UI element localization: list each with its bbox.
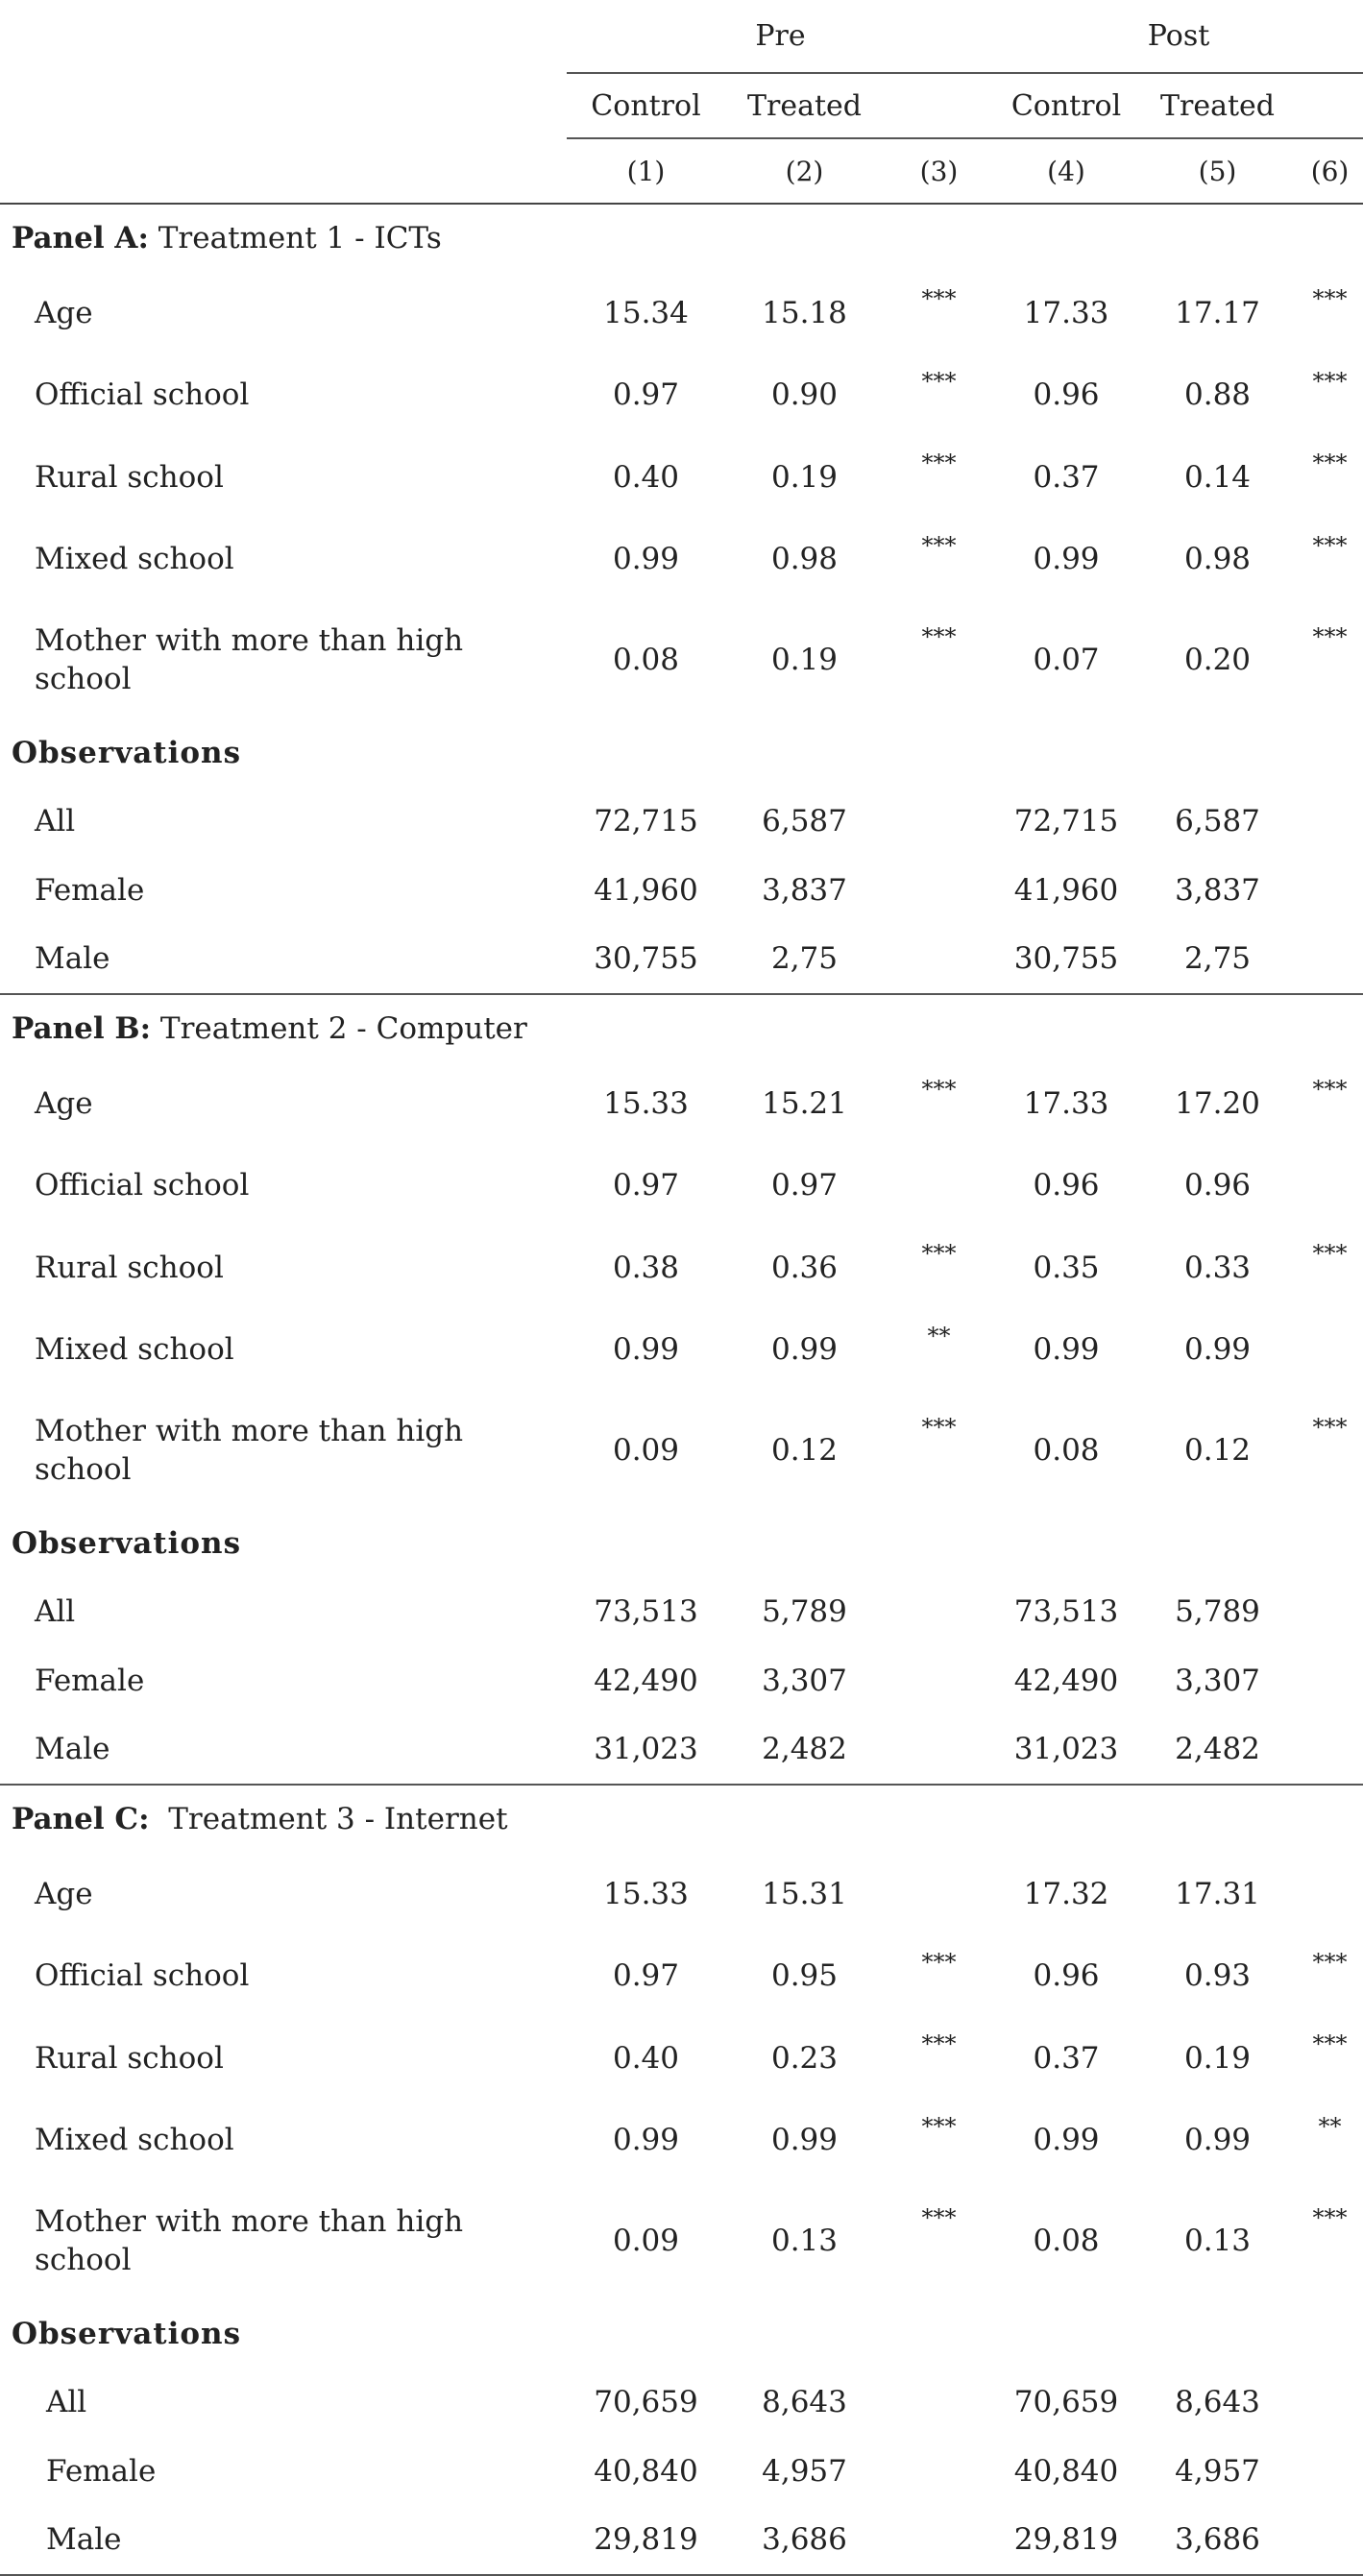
observation-label: Female (35, 872, 145, 908)
cell-pre-treated: 0.12 (770, 1432, 839, 1468)
cell-pre-control: 15.33 (603, 1085, 689, 1121)
row-label: Mother with more than high school (35, 2203, 464, 2277)
obs-post-control: 31,023 (1013, 1732, 1119, 1767)
row-label: Official school (35, 377, 250, 413)
cell-pre-control: 15.33 (603, 1876, 689, 1911)
panel-name: Treatment 2 - Computer (151, 1011, 527, 1046)
row-label: Mother with more than high school (35, 1413, 464, 1487)
observations-heading: Observations (12, 735, 242, 770)
obs-post-control: 70,659 (1013, 2385, 1119, 2420)
obs-post-treated: 6,587 (1175, 804, 1260, 839)
cell-post-treated: 0.12 (1184, 1432, 1252, 1468)
obs-post-control: 40,840 (1013, 2453, 1119, 2489)
cell-pre-significance: *** (921, 450, 957, 476)
observation-row (0, 1715, 1363, 1786)
header-row-group (0, 73, 1363, 138)
cell-pre-treated: 15.31 (762, 1876, 847, 1911)
panel-title (0, 994, 1363, 1062)
observation-row (0, 1646, 1363, 1715)
row-label: Rural school (35, 459, 224, 495)
obs-post-treated: 4,957 (1175, 2453, 1260, 2489)
obs-post-control: 30,755 (1013, 941, 1119, 977)
obs-pre-control: 72,715 (594, 804, 698, 839)
obs-post-control: 29,819 (994, 2506, 1138, 2576)
table-row (0, 2181, 1363, 2299)
cell-post-control: 0.08 (1033, 1432, 1100, 1468)
cell-post-significance: ** (1318, 2112, 1342, 2140)
observations-heading-row (0, 2299, 1363, 2369)
table-row (0, 1853, 1363, 1935)
cell-pre-treated: 0.19 (770, 459, 839, 495)
observation-label: Male (0, 2506, 567, 2576)
cell-post-treated: 0.13 (1184, 2223, 1252, 2258)
header-pre: Pre (567, 0, 994, 73)
panel-prefix: Panel B: (12, 1011, 152, 1046)
header-treated-post: Treated (1138, 73, 1297, 138)
observation-row (0, 788, 1363, 857)
col-number-4: (4) (994, 138, 1138, 204)
cell-pre-control: 0.97 (612, 1958, 680, 1994)
obs-pre-treated: 8,643 (762, 2385, 847, 2420)
table-row (0, 272, 1363, 354)
cell-post-control: 0.07 (1033, 642, 1100, 677)
col-number-3: (3) (884, 138, 994, 204)
obs-pre-treated: 5,789 (762, 1594, 847, 1630)
header-control-post: Control (994, 73, 1138, 138)
cell-pre-significance: *** (921, 623, 957, 650)
table-row (0, 2017, 1363, 2100)
observation-label: Female (46, 2453, 157, 2489)
obs-pre-treated: 3,307 (762, 1663, 847, 1698)
observation-row (0, 856, 1363, 925)
obs-pre-control: 29,819 (567, 2506, 725, 2576)
cell-pre-significance: *** (921, 531, 957, 559)
cell-pre-significance: *** (921, 1076, 957, 1103)
cell-pre-control: 0.97 (612, 377, 680, 413)
cell-pre-control: 0.99 (612, 2123, 680, 2158)
table-row (0, 1062, 1363, 1145)
table-row (0, 354, 1363, 437)
col-number-2: (2) (725, 138, 884, 204)
cell-post-control: 0.96 (1033, 1168, 1100, 1203)
obs-pre-treated: 3,837 (762, 872, 847, 908)
cell-pre-significance (884, 1853, 994, 1935)
header-row-period (0, 0, 1363, 73)
cell-post-significance: *** (1312, 1414, 1348, 1441)
cell-pre-significance (884, 1145, 994, 1227)
cell-pre-treated: 0.19 (770, 642, 839, 677)
cell-pre-treated: 0.36 (770, 1250, 839, 1285)
observations-heading-row (0, 1509, 1363, 1578)
panel-title-row (0, 994, 1363, 1062)
obs-pre-control: 73,513 (594, 1594, 698, 1630)
observation-row (0, 2369, 1363, 2438)
cell-post-significance: *** (1312, 450, 1348, 476)
panel-name: Treatment 1 - ICTs (148, 221, 442, 255)
obs-post-treated: 2,75 (1184, 941, 1252, 977)
obs-pre-treated: 6,587 (762, 804, 847, 839)
obs-post-control: 73,513 (1013, 1594, 1119, 1630)
cell-pre-significance: *** (921, 367, 957, 395)
header-post: Post (994, 0, 1363, 73)
row-label: Rural school (35, 2040, 224, 2076)
cell-post-control: 0.99 (1033, 1332, 1100, 1368)
obs-pre-treated: 4,957 (762, 2453, 847, 2489)
obs-pre-control: 42,490 (594, 1663, 698, 1698)
observation-label: Male (35, 941, 110, 977)
table-row (0, 1935, 1363, 2018)
observation-label: Female (35, 1663, 145, 1698)
cell-post-control: 17.33 (1023, 1085, 1109, 1121)
obs-post-treated: 8,643 (1175, 2385, 1260, 2420)
cell-pre-control: 0.40 (612, 459, 680, 495)
observation-row (0, 925, 1363, 995)
row-label: Official school (35, 1958, 250, 1994)
cell-post-treated: 0.88 (1184, 377, 1252, 413)
col-number-1: (1) (567, 138, 725, 204)
row-label: Age (35, 1876, 93, 1911)
table-row (0, 1391, 1363, 1509)
cell-pre-treated: 0.90 (770, 377, 839, 413)
row-label: Age (35, 1085, 93, 1121)
table-row (0, 436, 1363, 519)
obs-post-treated: 3,686 (1138, 2506, 1297, 2576)
header-treated-pre: Treated (725, 73, 884, 138)
observation-row (0, 2437, 1363, 2506)
table-row (0, 519, 1363, 601)
panel-title (0, 204, 1363, 272)
cell-pre-treated: 0.95 (770, 1958, 839, 1994)
cell-post-treated: 17.17 (1175, 295, 1260, 330)
obs-post-treated: 3,837 (1175, 872, 1260, 908)
header-row-numbers (0, 138, 1363, 204)
row-label: Official school (35, 1168, 250, 1203)
obs-pre-control: 31,023 (594, 1732, 698, 1767)
cell-post-control: 0.96 (1033, 1958, 1100, 1994)
obs-post-treated: 2,482 (1175, 1732, 1260, 1767)
cell-post-control: 0.35 (1033, 1250, 1100, 1285)
cell-post-treated: 0.99 (1184, 1332, 1252, 1368)
cell-post-control: 0.37 (1033, 459, 1100, 495)
table-row (0, 600, 1363, 718)
obs-pre-treated: 2,482 (762, 1732, 847, 1767)
cell-post-control: 17.32 (1023, 1876, 1109, 1911)
cell-post-treated: 0.20 (1184, 642, 1252, 677)
row-label: Mother with more than high school (35, 622, 464, 696)
row-label: Rural school (35, 1250, 224, 1285)
table-row (0, 1145, 1363, 1227)
cell-pre-control: 0.38 (612, 1250, 680, 1285)
row-label: Mixed school (35, 1332, 234, 1368)
observation-label: Male (35, 1732, 110, 1767)
observations-heading-row (0, 718, 1363, 788)
row-label: Mixed school (35, 542, 234, 577)
cell-post-significance (1297, 1853, 1363, 1935)
panel-title-row (0, 1785, 1363, 1853)
cell-post-control: 0.37 (1033, 2040, 1100, 2076)
cell-pre-treated: 15.18 (762, 295, 847, 330)
cell-pre-significance: *** (921, 2204, 957, 2231)
cell-pre-significance: *** (921, 2112, 957, 2140)
cell-pre-control: 0.09 (612, 2223, 680, 2258)
panel-name: Treatment 3 - Internet (149, 1802, 508, 1836)
observation-label: All (35, 804, 76, 839)
obs-pre-treated: 2,75 (770, 941, 839, 977)
col-number-5: (5) (1138, 138, 1297, 204)
cell-post-control: 17.33 (1023, 295, 1109, 330)
cell-post-significance (1297, 1309, 1363, 1392)
cell-post-significance (1297, 1145, 1363, 1227)
cell-pre-treated: 0.97 (770, 1168, 839, 1203)
cell-pre-treated: 15.21 (762, 1085, 847, 1121)
row-label: Mixed school (35, 2123, 234, 2158)
obs-post-treated: 3,307 (1175, 1663, 1260, 1698)
cell-post-control: 0.96 (1033, 377, 1100, 413)
obs-pre-control: 41,960 (594, 872, 698, 908)
panel-prefix: Panel C: (12, 1802, 150, 1836)
cell-pre-significance: *** (921, 285, 957, 312)
panel-title-row (0, 204, 1363, 272)
cell-post-significance: *** (1312, 531, 1348, 559)
cell-pre-significance: *** (921, 1240, 957, 1267)
cell-post-significance: *** (1312, 367, 1348, 395)
cell-post-significance: *** (1312, 1240, 1348, 1267)
obs-post-control: 72,715 (1013, 804, 1119, 839)
cell-pre-significance: *** (921, 2030, 957, 2057)
cell-pre-significance: ** (927, 1322, 951, 1349)
cell-post-significance: *** (1312, 2030, 1348, 2057)
table-row (0, 1309, 1363, 1392)
col-number-6: (6) (1297, 138, 1363, 204)
cell-pre-treated: 0.99 (770, 2123, 839, 2158)
panel-prefix: Panel A: (12, 221, 149, 255)
observation-row (0, 1578, 1363, 1647)
obs-pre-treated: 3,686 (725, 2506, 884, 2576)
cell-post-significance: *** (1312, 1948, 1348, 1976)
cell-post-treated: 0.14 (1184, 459, 1252, 495)
cell-post-significance: *** (1312, 2204, 1348, 2231)
obs-post-treated: 5,789 (1175, 1594, 1260, 1630)
cell-pre-treated: 0.99 (770, 1332, 839, 1368)
cell-pre-treated: 0.23 (770, 2040, 839, 2076)
cell-post-treated: 17.20 (1175, 1085, 1260, 1121)
cell-post-treated: 17.31 (1175, 1876, 1260, 1911)
cell-post-treated: 0.96 (1184, 1168, 1252, 1203)
obs-pre-control: 30,755 (594, 941, 698, 977)
header-control-pre: Control (567, 73, 725, 138)
cell-pre-control: 0.97 (612, 1168, 680, 1203)
observation-label: All (35, 1594, 76, 1630)
cell-pre-significance: *** (921, 1414, 957, 1441)
cell-post-treated: 0.33 (1184, 1250, 1252, 1285)
observation-label: All (46, 2385, 87, 2420)
cell-post-significance: *** (1312, 285, 1348, 312)
cell-post-treated: 0.19 (1184, 2040, 1252, 2076)
cell-post-significance: *** (1312, 1076, 1348, 1103)
cell-pre-control: 0.99 (612, 1332, 680, 1368)
obs-pre-control: 40,840 (594, 2453, 698, 2489)
observation-row (0, 2506, 1363, 2576)
cell-pre-control: 0.99 (612, 542, 680, 577)
cell-pre-treated: 0.13 (770, 2223, 839, 2258)
obs-post-control: 41,960 (1013, 872, 1119, 908)
table-row (0, 1227, 1363, 1309)
cell-pre-control: 0.08 (612, 642, 680, 677)
panel-title (0, 1785, 1363, 1853)
cell-post-treated: 0.98 (1184, 542, 1252, 577)
cell-pre-treated: 0.98 (770, 542, 839, 577)
cell-pre-significance: *** (921, 1948, 957, 1976)
observations-heading: Observations (12, 2316, 242, 2351)
obs-pre-control: 70,659 (594, 2385, 698, 2420)
row-label: Age (35, 295, 93, 330)
cell-post-treated: 0.99 (1184, 2123, 1252, 2158)
cell-pre-control: 0.09 (612, 1432, 680, 1468)
cell-pre-control: 15.34 (603, 295, 689, 330)
cell-post-control: 0.08 (1033, 2223, 1100, 2258)
obs-post-control: 42,490 (1013, 1663, 1119, 1698)
table-row (0, 2100, 1363, 2182)
observations-heading: Observations (12, 1525, 242, 1561)
cell-pre-control: 0.40 (612, 2040, 680, 2076)
cell-post-treated: 0.93 (1184, 1958, 1252, 1994)
cell-post-control: 0.99 (1033, 542, 1100, 577)
cell-post-control: 0.99 (1033, 2123, 1100, 2158)
cell-post-significance: *** (1312, 623, 1348, 650)
